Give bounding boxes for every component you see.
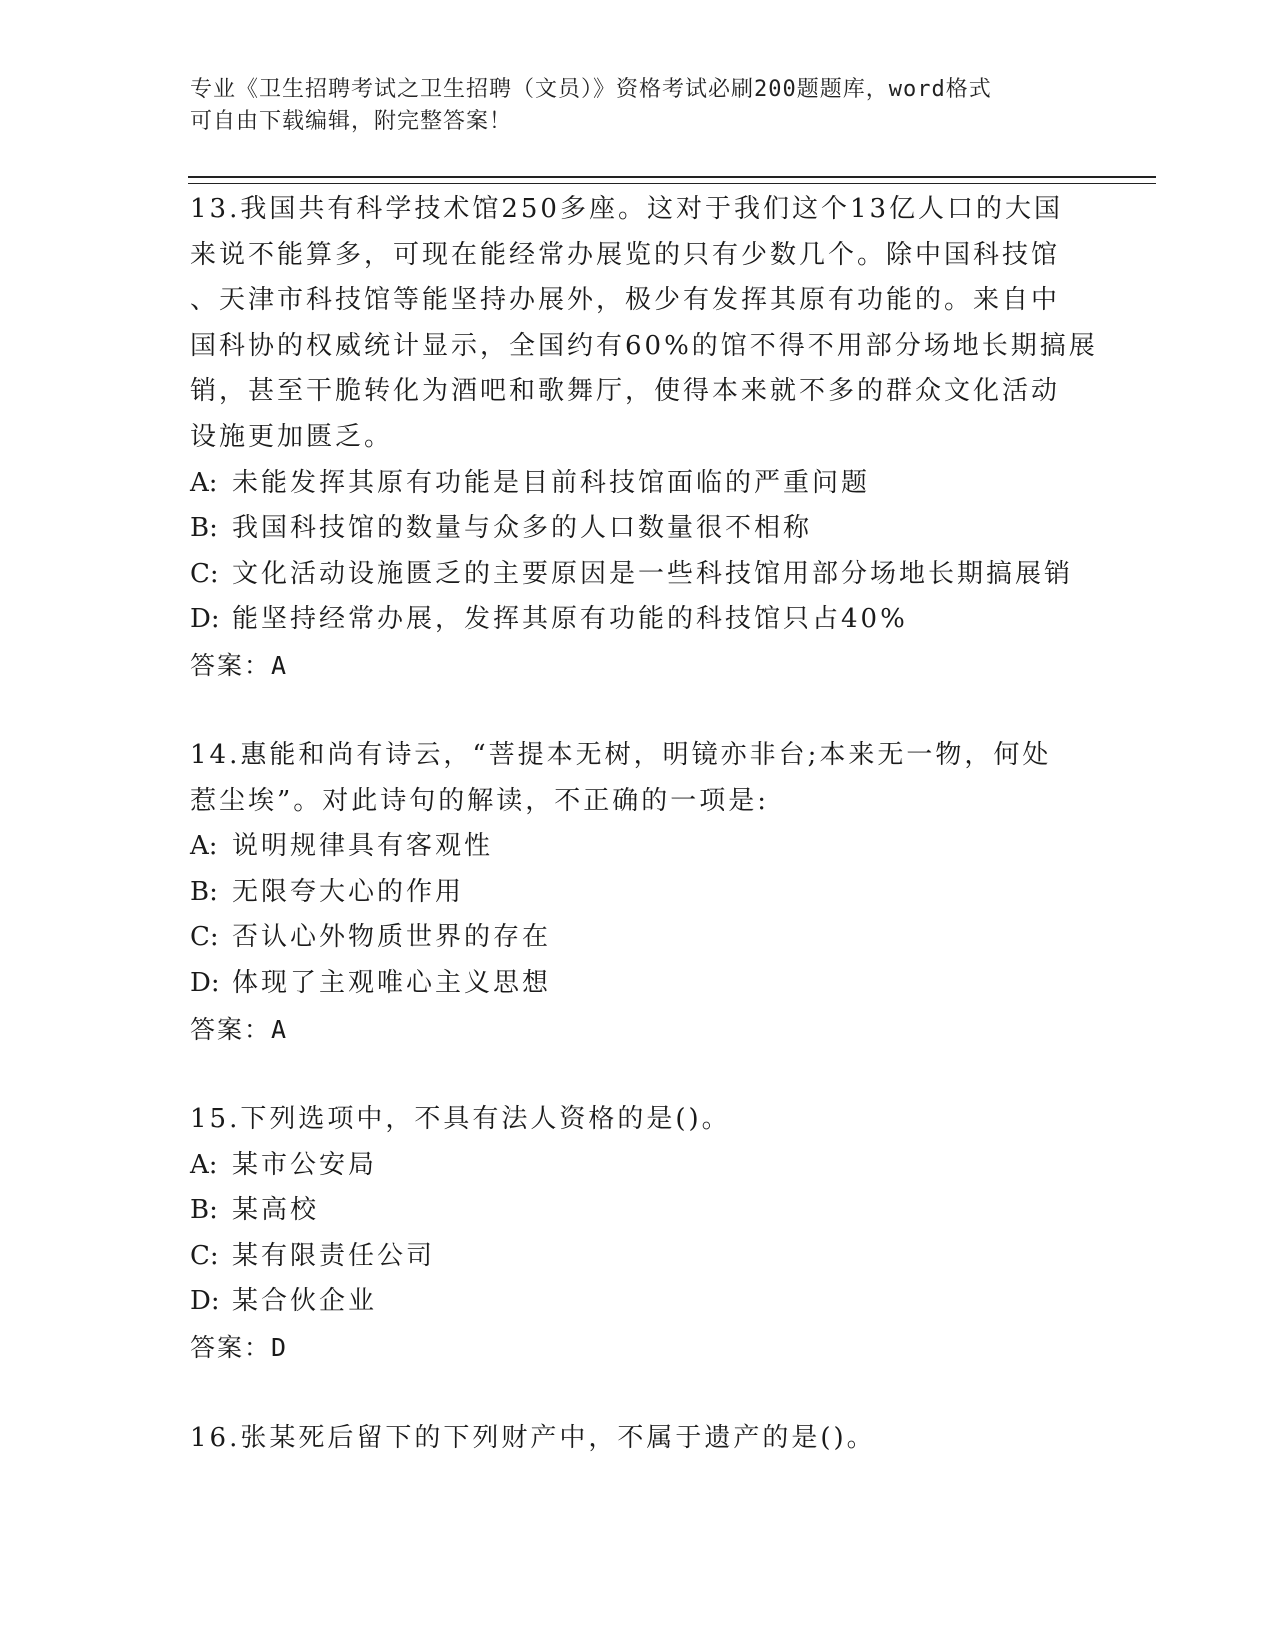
option-a (190, 824, 1090, 870)
option-letter: D: (190, 967, 220, 998)
option-c (190, 552, 1090, 598)
option-text: 我国科技馆的数量与众多的人口数量很不相称 (232, 513, 813, 544)
option-text: 某高校 (232, 1195, 320, 1226)
option-b (190, 506, 1090, 552)
option-text: 说明规律具有客观性 (232, 831, 494, 862)
option-letter: C: (190, 558, 219, 589)
option-letter: A: (190, 467, 218, 498)
question-stem-line: 销，甚至干脆转化为酒吧和歌舞厅，使得本来就不多的群众文化活动 (190, 376, 1061, 407)
option-d (190, 961, 1090, 1007)
header-line-1: 专业《卫生招聘考试之卫生招聘（文员）》资格考试必刷200题题库，word格式 (190, 77, 992, 102)
answer-line: 答案：A (190, 1014, 289, 1044)
question-stem-line: 来说不能算多，可现在能经常办展览的只有少数几个。除中国科技馆 (190, 239, 1061, 270)
question-13 (190, 187, 1098, 689)
document-header (190, 74, 1070, 138)
question-stem-line: 惹尘埃”。对此诗句的解读，不正确的一项是: (190, 785, 770, 816)
option-text: 某有限责任公司 (232, 1240, 436, 1271)
question-stem-line: 13.我国共有科学技术馆250多座。这对于我们这个13亿人口的大国 (190, 194, 1064, 224)
option-d (190, 1279, 1090, 1325)
option-text: 无限夸大心的作用 (232, 876, 465, 907)
option-letter: D: (190, 604, 220, 635)
option-text: 否认心外物质世界的存在 (232, 922, 552, 953)
header-line-2: 可自由下载编辑，附完整答案！ (190, 109, 513, 134)
option-b (190, 870, 1090, 916)
header-rule-thick (188, 176, 1156, 178)
question-stem-line: 、天津市科技馆等能坚持办展外，极少有发挥其原有功能的。来自中 (190, 285, 1061, 316)
question-stem-line: 14.惠能和尚有诗云，“菩提本无树，明镜亦非台;本来无一物，何处 (190, 740, 1052, 770)
option-letter: B: (190, 513, 218, 544)
option-text: 文化活动设施匮乏的主要原因是一些科技馆用部分场地长期搞展销 (232, 558, 1074, 589)
option-d (190, 597, 1090, 643)
option-a (190, 461, 1090, 507)
option-text: 某市公安局 (232, 1149, 378, 1180)
option-text: 未能发挥其原有功能是目前科技馆面临的严重问题 (232, 467, 871, 498)
option-c (190, 1234, 1090, 1280)
answer-line: 答案：D (190, 1332, 289, 1362)
option-letter: A: (190, 1149, 218, 1180)
question-stem-line: 设施更加匮乏。 (190, 421, 394, 452)
option-letter: A: (190, 831, 218, 862)
option-letter: D: (190, 1286, 220, 1317)
option-letter: B: (190, 1195, 218, 1226)
question-stem-line: 国科协的权威统计显示，全国约有60%的馆不得不用部分场地长期搞展 (190, 330, 1098, 361)
option-a (190, 1143, 1090, 1189)
option-c (190, 915, 1090, 961)
option-b (190, 1188, 1090, 1234)
question-14 (190, 733, 1090, 1052)
question-16 (190, 1416, 1090, 1462)
answer-line: 答案：A (190, 650, 289, 680)
option-text: 体现了主观唯心主义思想 (232, 967, 552, 998)
option-text: 能坚持经常办展，发挥其原有功能的科技馆只占40% (232, 604, 908, 635)
option-text: 某合伙企业 (232, 1286, 378, 1317)
option-letter: C: (190, 922, 219, 953)
question-stem-line: 16.张某死后留下的下列财产中，不属于遗产的是()。 (190, 1423, 876, 1453)
question-stem-line: 15.下列选项中，不具有法人资格的是()。 (190, 1104, 731, 1134)
question-15 (190, 1097, 1090, 1371)
option-letter: C: (190, 1240, 219, 1271)
header-rule-thin (188, 183, 1156, 184)
option-letter: B: (190, 876, 218, 907)
